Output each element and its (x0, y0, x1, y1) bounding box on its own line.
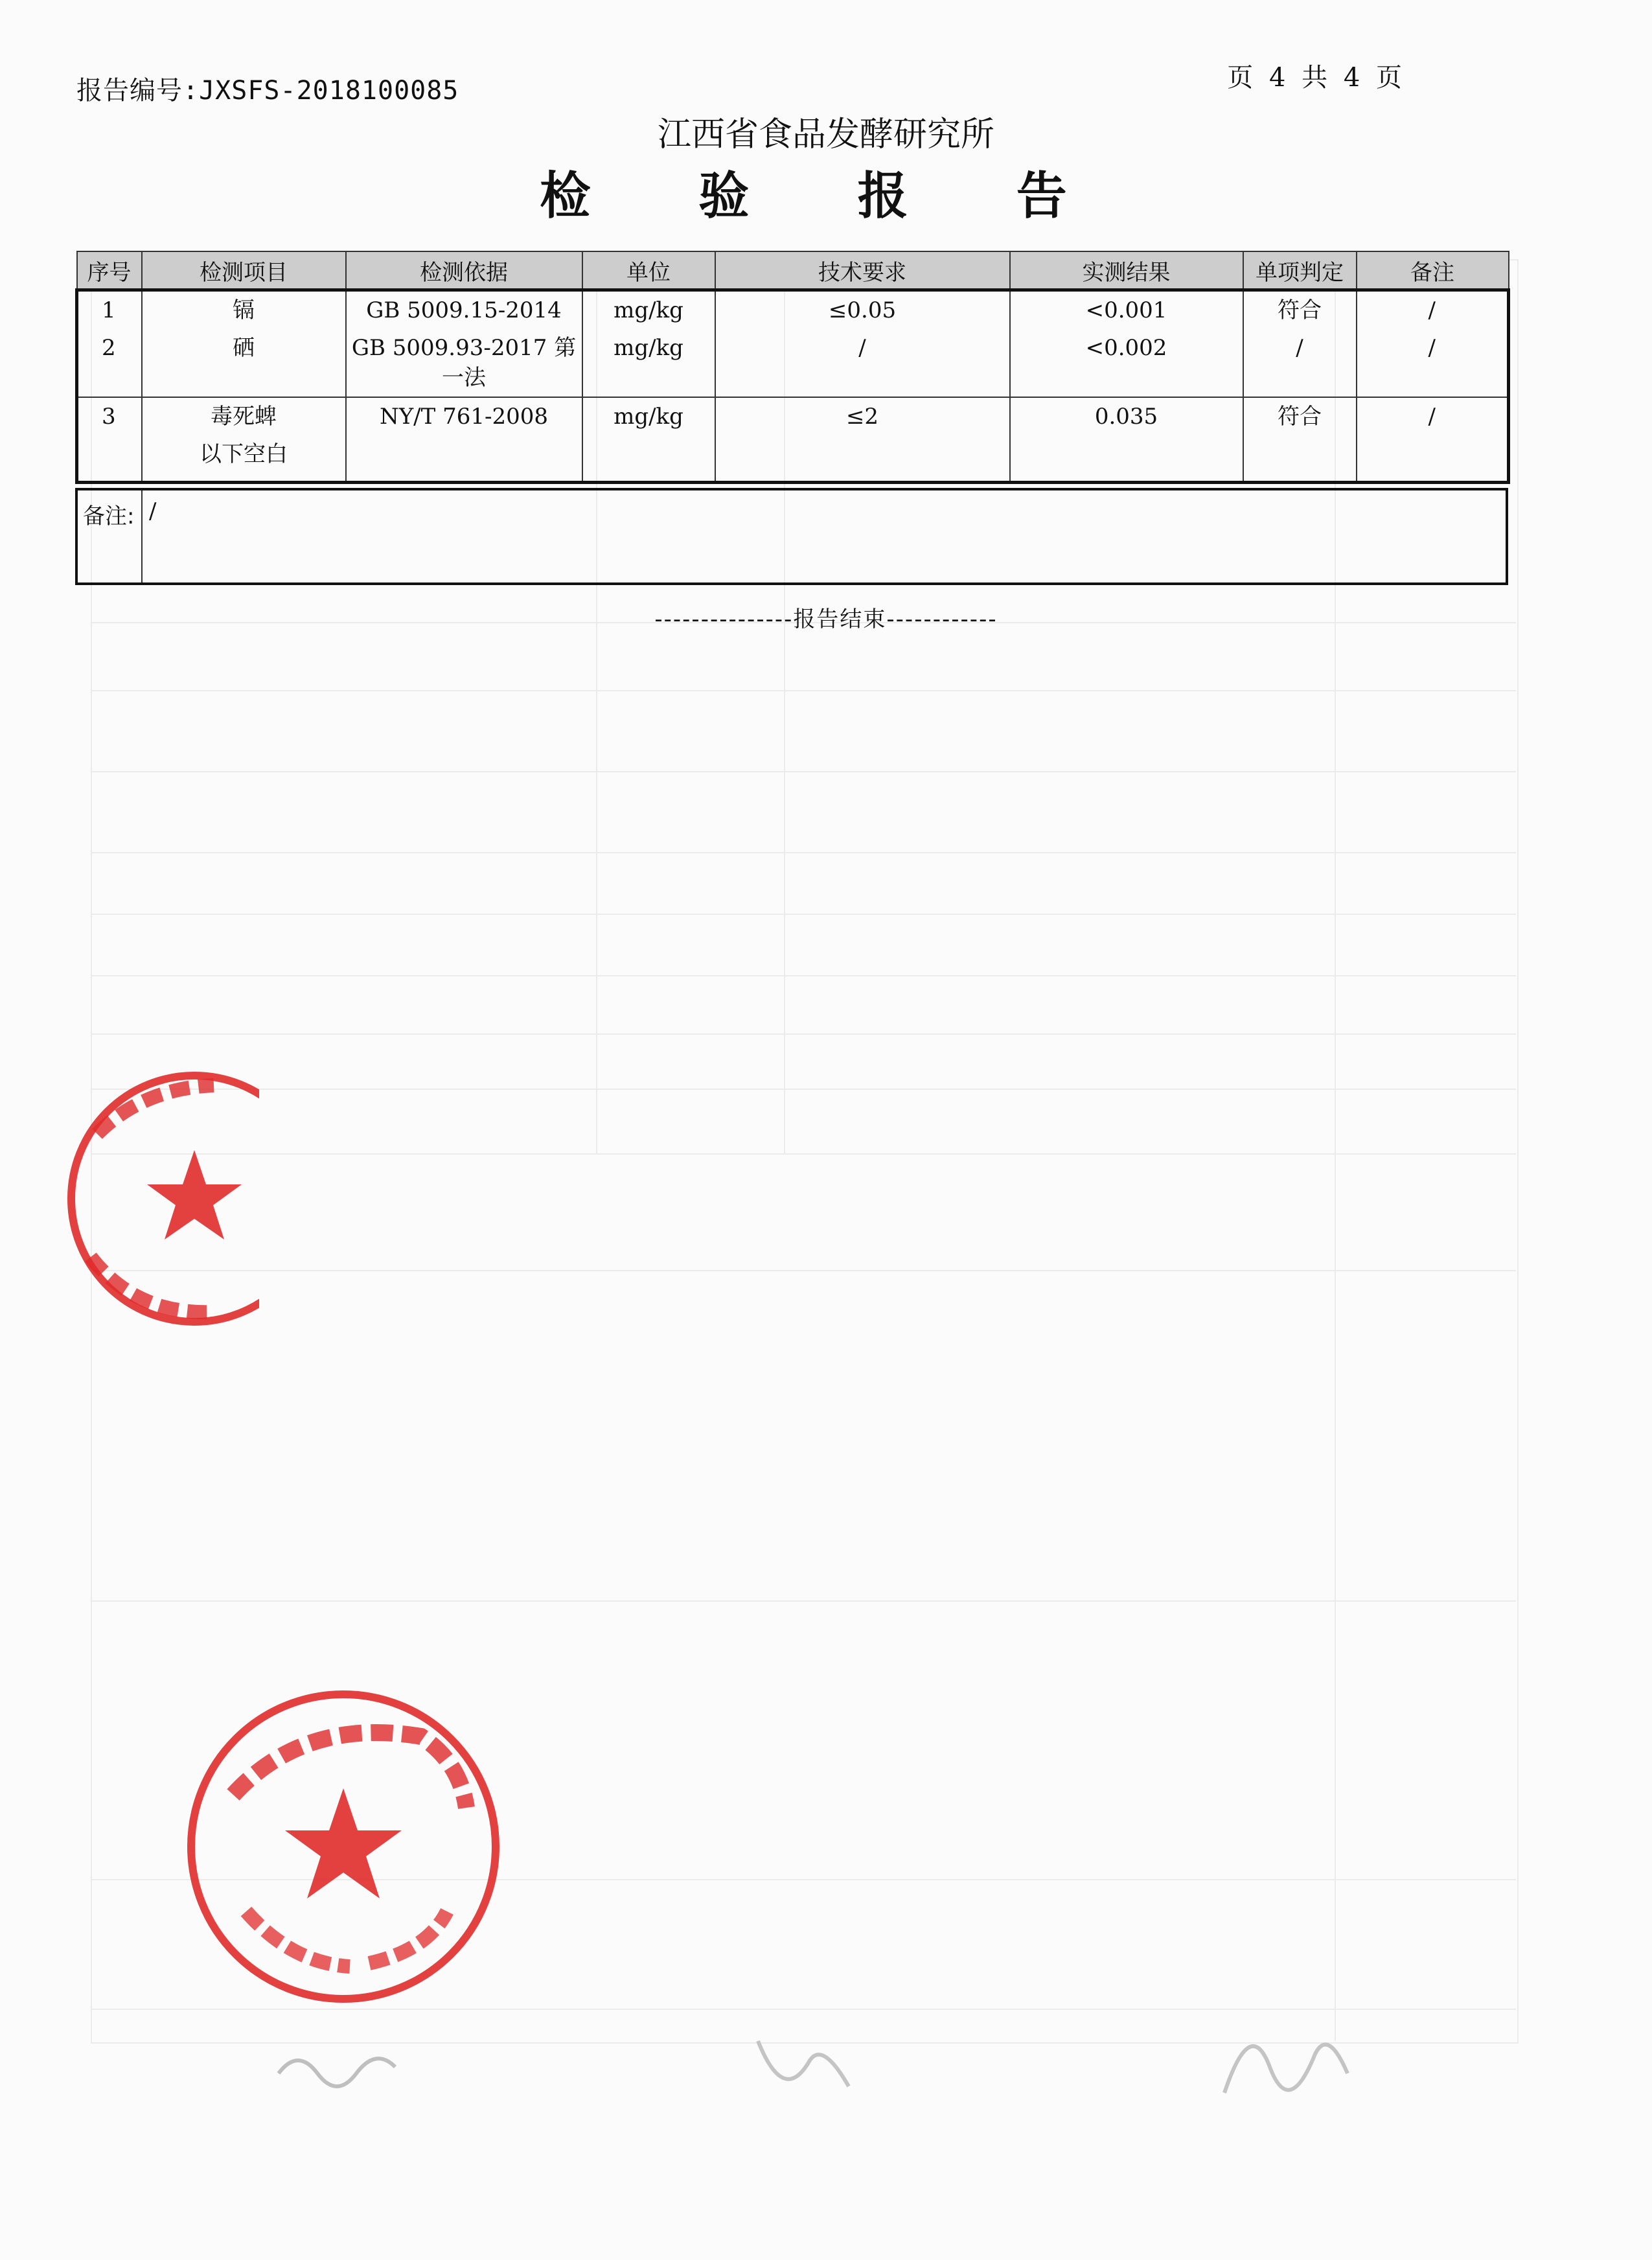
cell-result: <0.002 (1010, 329, 1243, 397)
blank-marker: 以下空白 (142, 435, 346, 483)
cell-item: 毒死蜱 (142, 397, 346, 435)
column-header-item: 检测项目 (142, 251, 346, 290)
document-title: 检 验 报 告 (540, 167, 1112, 225)
cell-note: / (1357, 397, 1509, 435)
column-header-seq: 序号 (77, 251, 142, 290)
official-seal-small (45, 1037, 259, 1361)
cell-note: / (1357, 329, 1509, 397)
cell-requirement: / (715, 329, 1010, 397)
cell-unit: mg/kg (582, 329, 715, 397)
cell-judgement: 符合 (1243, 290, 1357, 330)
cell-item: 硒 (142, 329, 346, 397)
column-header-note: 备注 (1357, 251, 1509, 290)
cell-judgement: / (1243, 329, 1357, 397)
results-table (75, 251, 1510, 484)
cell-requirement: ≤0.05 (715, 290, 1010, 330)
column-header-unit: 单位 (582, 251, 715, 290)
signature-bleed-center (745, 2015, 875, 2119)
table-row (77, 290, 1509, 330)
report-number: 报告编号:JXSFS-2018100085 (76, 76, 459, 106)
cell-seq: 2 (77, 329, 142, 397)
table-row (77, 397, 1509, 435)
remarks-value: / (149, 498, 157, 524)
cell-result: <0.001 (1010, 290, 1243, 330)
column-header-method: 检测依据 (346, 251, 582, 290)
cell-item: 镉 (142, 290, 346, 330)
report-end-marker: ---------------报告结束------------ (654, 606, 998, 632)
table-header-row (77, 251, 1509, 290)
remarks-label: 备注: (78, 490, 143, 582)
institute-name: 江西省食品发酵研究所 (657, 115, 994, 154)
cell-method: NY/T 761-2008 (346, 397, 582, 435)
cell-seq: 1 (77, 290, 142, 330)
cell-method: GB 5009.93-2017 第一法 (346, 329, 582, 397)
remarks-box (75, 488, 1508, 585)
column-header-result: 实测结果 (1010, 251, 1243, 290)
cell-result: 0.035 (1010, 397, 1243, 435)
signature-bleed-right (1211, 2015, 1367, 2132)
cell-unit: mg/kg (582, 290, 715, 330)
table-row (77, 329, 1509, 397)
cell-judgement: 符合 (1243, 397, 1357, 435)
blank-marker-row (77, 435, 1509, 483)
column-header-judgement: 单项判定 (1243, 251, 1357, 290)
cell-method: GB 5009.15-2014 (346, 290, 582, 330)
column-header-requirement: 技术要求 (715, 251, 1010, 290)
cell-seq: 3 (77, 397, 142, 435)
signature-bleed-left (272, 2035, 421, 2112)
cell-unit: mg/kg (582, 397, 715, 435)
official-seal-large (175, 1678, 512, 2015)
cell-requirement: ≤2 (715, 397, 1010, 435)
page-indicator: 页 4 共 4 页 (1227, 63, 1406, 93)
cell-note: / (1357, 290, 1509, 330)
